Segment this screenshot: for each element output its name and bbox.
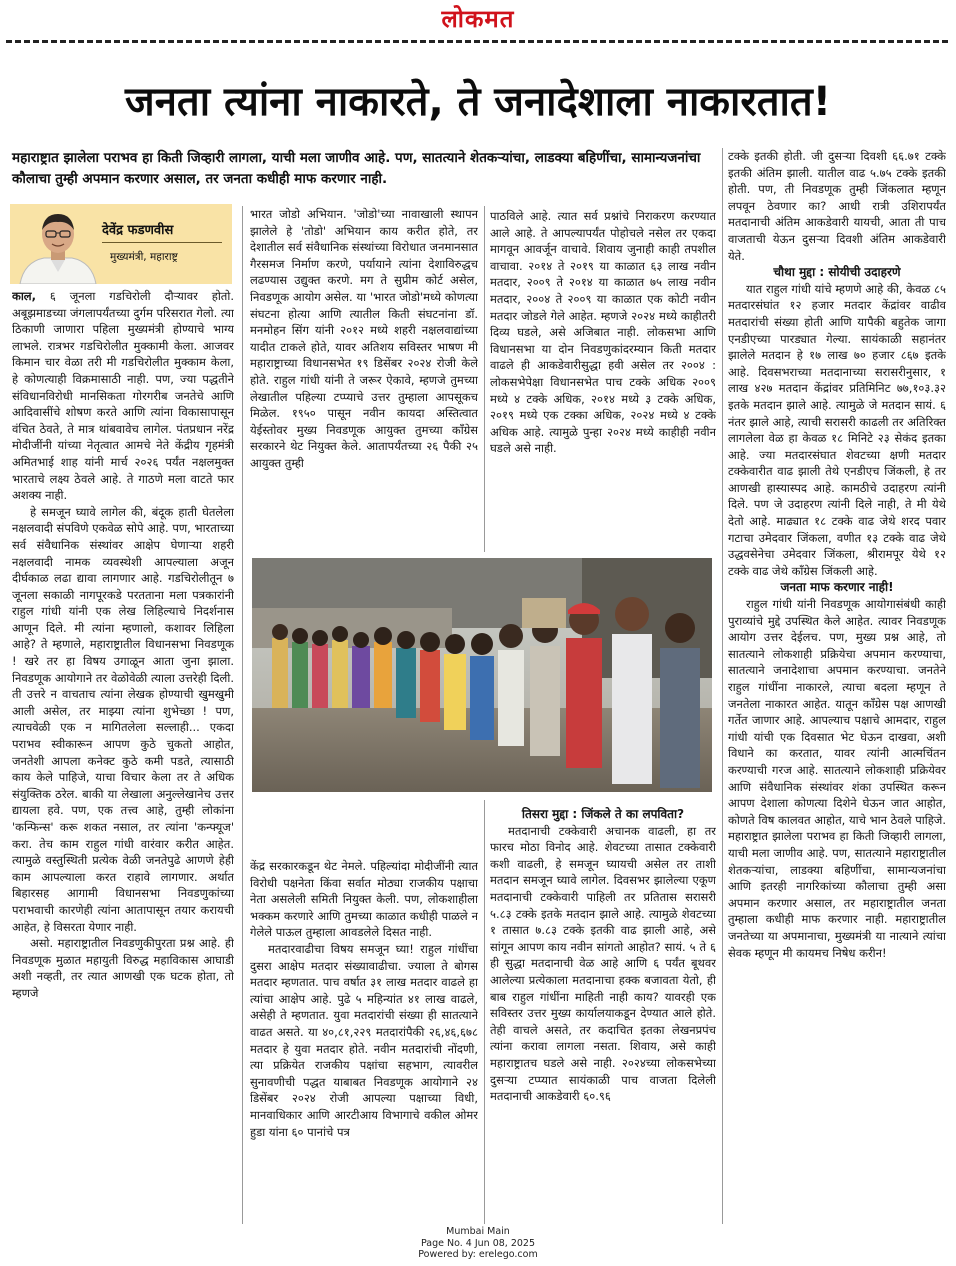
paragraph (12, 288, 234, 504)
section-subhead: जनता माफ करणार नाही! (780, 580, 894, 595)
paragraph: असो. महाराष्ट्रातील निवडणुकीपुरता प्रश्न आहे. ही निवडणूक मुळात महायुती विरुद्ध महाविकास आघाडी अशी नव्हती, तर त्यात आणखी एक घटक होता, तो म्हणजे (12, 936, 234, 1000)
article-headline: जनता त्यांना नाकारते, ते जनादेशाला नाकारतात! (125, 79, 831, 125)
column-divider (484, 800, 485, 1224)
author-photo (18, 206, 98, 284)
paragraph: टक्के इतकी होती. जी दुसऱ्या दिवशी ६६.७१ टक्के इतकी अंतिम झाली. यातील वाढ ५.७५ टक्के इतकी होती. पण, ती निवडणूक तुम्ही जिंकलात म्हणून लपवून ठेवणार का? आधी रात्री उशिरापर्यंत मतदानाची अंतिम आकडेवारी यायची, आता ती पाच वाजताची येऊन दुसऱ्या दिवशी अंतिम आकडेवारी येते. (728, 149, 946, 263)
column-divider (242, 206, 243, 1224)
article-intro: महाराष्ट्रात झालेला पराभव हा किती जिव्हारी लागला, याची मला जाणीव आहे. पण, सातत्याने शेतकऱ्यांचा, लाडक्या बहिणींचा, सामान्यजनांचा कौलाचा तुम्ही अपमान करणार असाल, तर जनता कधीही माफ करणार नाही. (12, 150, 701, 187)
paragraph: हे समजून घ्यावे लागेल की, बंदूक हाती घेतलेला नक्षलवादी संपविणे एकवेळ सोपे आहे. पण, भारताच्या सर्व संवैधानिक संस्थांवर आक्षेप घेणाऱ्या शहरी नक्षलवादी नामक व्यवस्थेशी आपल्याला अजून दीर्घकाळ लढा द्यावा लागणार आहे. गडचिरोलीतून ७ जूनला सकाळी नागपूरकडे परतताना मला पत्रकारांनी राहुल गांधी यांनी एक लेख लिहिल्याचे निदर्शनास आणून दिले. मी त्यांना म्हणालो, कशावर लिहिला आहे? ते म्हणाले, महाराष्ट्रातील विधानसभा निवडणूक ! खरे तर हा विषय उगाळून आता जुना झाला. निवडणूक आयोगाने तर वेळोवेळी त्याला उत्तरेही दिली. ती उत्तरे न वाचताच त्यांना लेखक होण्याची खुमखुमी आली असेल, तर माझ्या त्यांना शुभेच्छा ! पण, त्याचवेळी एक न मागितलेला सल्लाही... एकदा पराभव स्वीकारून आपण कुठे चुकतो आहोत, जनतेशी आपला कनेक्ट कुठे कमी पडते, त्यासाठी काय केले पाहिजे, याचा विचार केला तर ते अधिक संयुक्तिक ठरेल. बाकी या लेखाला अनुल्लेखानेच उत्तर द्यायला हवे. पण, एक तत्त्व आहे, तुम्ही लोकांना 'कन्फिन्स' करू शकत नसाल, तर त्यांना 'कन्फ्यूज' करा. तेच काम राहुल गांधी वारंवार करीत आहेत. त्यामुळे वस्तुस्थिती प्रत्येक वेळी जनतेपुढे आणणे हेही काम आपल्याला करत राहावे लागणार. अर्थात बिहारसह आगामी विधानसभा निवडणुकांच्या पराभवाची कारणेही त्यांना आतापासून तयार करायची आहेत, हे विसरता येणार नाही. (12, 504, 234, 934)
paragraph: पाठविले आहे. त्यात सर्व प्रश्नांचे निराकरण करण्यात आले आहे. ते आपल्यापर्यंत पोहोचले नसेल तर एकदा मागवून आवर्जून वाचावे. शिवाय जुनाही काही तपशील वाचावा. २०१४ ते २०१९ या काळात ६३ लाख नवीन मतदार, २००९ ते २०१४ या काळात ७५ लाख नवीन मतदार, २००४ ते २००९ या काळात एक कोटी नवीन मतदार जोडले गेले आहेत. म्हणजे २०२४ मध्ये काहीतरी दिव्य घडले, असे अजिबात नाही. लोकसभा आणि विधानसभा या दोन निवडणुकांदरम्यान किती मतदार वाढले ही आकडेवारीसुद्धा हवी असेल तर २००४ : लोकसभेपेक्षा विधानसभेत पाच टक्के अधिक २००९ मध्ये ४ टक्के अधिक, २०१४ मध्ये ३ टक्के अधिक, २०१९ मध्ये एक टक्का अधिक, २०२४ मध्ये ४ टक्के अधिक आहे. त्यामुळे पुन्हा २०२४ मध्ये काहीही नवीन घडले असे नाही. (490, 209, 716, 456)
edition-name: Mumbai Main (446, 1226, 510, 1237)
paragraph: केंद्र सरकारकडून थेट नेमले. पहिल्यांदा मोदीजींनी त्यात विरोधी पक्षनेता किंवा सर्वात मोठ्या राजकीय पक्षाचा नेता असलेली समिती नियुक्त केली. पण, लोकशाहीला भक्कम करणारे आणि तुमच्या काळात कधीही पाळले न गेलेले पाऊल तुम्हाला आवडलेले दिसत नाही. (250, 859, 478, 940)
paragraph: मतदानाची टक्केवारी अचानक वाढली, हा तर फारच मोठा विनोद आहे. शेवटच्या तासात टक्केवारी कशी वाढली, हे समजून घ्यायची असेल तर ताशी मतदान समजून घ्यावे लागेल. दिवसभर झालेल्या एकूण मतदानाची टक्केवारी पाहिली तर प्रतितास सरासरी ५.८३ टक्के इतके मतदान झाले आहे. त्यामुळे शेवटच्या १ तासात ७.८३ टक्के इतकी वाढ झाली आहे, असे सांगून आपण काय नवीन सांगतो आहोत? सायं. ५ ते ६ ही सुद्धा मतदानाची वेळ आहे आणि ६ पर्यंत बूथवर आलेल्या प्रत्येकाला मतदानाचा हक्क बजावता येतो, ही बाब राहुल गांधींना माहिती नाही काय? यावरही एक सविस्तर उत्तर मुख्य कार्यालयाकडून देण्यात आले होते. तेही वाचले असते, तर कदाचित इतका लेखनप्रपंच त्यांना करावा लागला नसता. शिवाय, असे काही महाराष्ट्रातच घडले असे नाही. २०२४च्या लोकसभेच्या दुसऱ्या टप्प्यात सायंकाळी पाच वाजता दिलेली मतदानाची आकडेवारी ६०.९६ (490, 823, 716, 1104)
paragraph-text: ६ जूनला गडचिरोली दौऱ्यावर होतो. अबूझमाडच्या जंगलापर्यंतच्या दुर्गम परिसरात गेलो. त्या ठिकाणी जाणारा पहिला मुख्यमंत्री होण्याचे भाग्य लाभले. रात्रभर गडचिरोलीत मुक्कामी केला. आजवर किमान चार वेळा तरी मी गडचिरोलीत मुक्काम केला, हे कोणत्याही विक्रमासाठी नाही. पण, ज्या पद्धतीने संविधानविरोधी मानसिकता गोरगरीब जनतेचे आणि आदिवासींचे शोषण करते आणि त्यांना विकासापासून वंचित ठेवते, ते मात्र थांबवावेच लागेल. पंतप्रधान नरेंद्र मोदीजींनी यांच्या नेतृत्वात आमचे नेते केंद्रीय गृहमंत्री अमितभाई शाह यांनी मार्च २०२६ पर्यंत नक्षलमुक्त भारताचे लक्ष्य ठेवले आहे. ते गाठणे मला वाटते फार अशक्य नाही. (12, 289, 234, 503)
section-subhead: तिसरा मुद्दा : जिंकले ते का लपविता? (521, 807, 685, 821)
paragraph: भारत जोडो अभियान. 'जोडो'च्या नावाखाली स्थापन झालेले हे 'तोडो' अभियान काय करीत होते, तर देशातील सर्व संवैधानिक संस्थांच्या विरोधात जनमानसात गैरसमज निर्माण करणे, पर्यायाने त्यांना देशाविरुद्धच लढण्यास उद्युक्त करणे. मग ते सुप्रीम कोर्ट असेल, निवडणूक आयोग असेल. या 'भारत जोडो'मध्ये कोणत्या संघटना होत्या आणि त्यातील किती संघटनांना डॉ. मनमोहन सिंग यांनी २०१२ मध्ये शहरी नक्षलवाद्यांच्या यादीत टाकले होते, यावर अतिशय सविस्तर भाषण मी महाराष्ट्राच्या विधानसभेत १९ डिसेंबर २०२४ रोजी केले होते. राहुल गांधी यांनी ते जरूर ऐकावे, म्हणजे तुमच्या लेखातील पहिल्या टप्प्याचे उत्तर तुम्हाला आपसूकच मिळेल. १९५० पासून नवीन कायदा अस्तित्वात येईस्तोवर मुख्य निवडणूक आयुक्त तुमच्या काँग्रेस सरकारने थेट नियुक्त केले. आतापर्यंतच्या २६ पैकी २५ आयुक्त तुम्ही (250, 207, 478, 470)
column-3-bottom (490, 806, 716, 1224)
photo-image (252, 558, 712, 792)
author-divider (102, 242, 222, 243)
column-divider (484, 206, 485, 552)
lead-word: काल, (12, 289, 36, 303)
section-subhead: चौथा मुद्दा : सोयीची उदाहरणे (773, 265, 901, 280)
paragraph: मतदारवाढीचा विषय समजून घ्या! राहुल गांधींचा दुसरा आक्षेप मतदार संख्यावाढीचा. ज्याला ते बोगस मतदार म्हणतात. पाच वर्षात ३१ लाख मतदार वाढले हा त्यांचा आक्षेप आहे. पुढे ५ महिन्यांत ४१ लाख वाढले, असेही ते म्हणतात. युवा मतदारांची संख्या ही सातत्याने वाढत असते. या ४०,८१,२२९ मतदारांपैकी २६,४६,६७८ मतदार हे युवा मतदार होते. नवीन मतदारांची नोंदणी, त्या प्रक्रियेत राजकीय पक्षांचा सहभाग, त्यावरील सुनावणीची पद्धत याबाबत निवडणूक आयोगाने २४ डिसेंबर २०२४ रोजी आपल्या पक्षाच्या विधी, मानवाधिकार आणि आरटीआय विभागाचे वकील ओमर हुडा यांना ६० पानांचे पत्र (250, 941, 478, 1139)
newspaper-logo: लोकमत (441, 4, 515, 33)
column-1 (12, 288, 234, 1224)
page-number-date: Page No. 4 Jun 08, 2025 (420, 1237, 536, 1249)
author-name: देवेंद्र फडणवीस (102, 223, 174, 238)
powered-by: Powered by: erelego.com (418, 1249, 538, 1260)
voters-queue-photo (252, 558, 712, 792)
column-2-top (250, 206, 478, 546)
paragraph: यात राहुल गांधी यांचे म्हणणे आहे की, केवळ ८५ मतदारसंघांत १२ हजार मतदार केंद्रांवर वाढीव मतदारांची संख्या होती आणि यापैकी बहुतेक जागा एनडीएच्या पारड्यात गेल्या. सायंकाळी सहानंतर झालेले मतदान हे १७ लाख ७० हजार ८६७ इतके आहे. दिवसभराच्या मतदानाच्या सरासरीनुसार, १ लाख ४२७ मतदान केंद्रांवर प्रतिमिनिट ७७,१०३.३२ इतके मतदान झाले आहे. त्यामुळे जे मतदान सायं. ६ नंतर झाले आहे, त्याची सरासरी काढली तर अतिरिक्त लागलेला वेळ हा केवळ १८ मिनिटे २३ सेकंद इतका आहे. ज्या मतदारसंघात शेवटच्या क्षणी मतदार टक्केवारीत वाढ झाली तेथे एनडीएच जिंकली, हे तर आणखी हास्यास्पद आहे. कामठीचे उदाहरण त्यांनी दिले. पण जे उदाहरण त्यांनी दिले नाही, ते मी येथे देतो आहे. माढ्यात १८ टक्के वाढ जेथे शरद पवार गटाचा उमेदवार जिंकला, वणीत १३ टक्के वाढ जेथे उद्धवसेनेचा उमेदवार जिंकला, श्रीरामपूर येथे १२ टक्के वाढ जेथे काँग्रेस जिंकली आहे. (728, 281, 946, 578)
paragraph: राहुल गांधी यांनी निवडणूक आयोगासंबंधी काही पुराव्यांचे मुद्दे उपस्थित केले आहेत. त्यावर निवडणूक आयोग उत्तर देईलच. पण, मुख्य प्रश्न आहे, तो सातत्याने लोकशाही प्रक्रियेचा अपमान करण्याचा, सातत्याने जनादेशाचा अपमान करण्याचा. जनतेने राहुल गांधींना नाकारले, त्याचा बदला म्हणून ते जनतेला नाकारत आहेत. यातून काँग्रेस पक्ष आणखी गर्तेत जाणार आहे. आपल्याच पक्षाचे आमदार, राहुल गांधी यांची एक दिवसात भेट घेऊन दाखवा, अशी विधाने का करतात, यावर त्यांनी आत्मचिंतन करण्याची गरज आहे. सातत्याने लोकशाही प्रक्रियेवर आणि संवैधानिक संस्थांवर शंका उपस्थित करून आपण देशाला कोणत्या दिशेने घेऊन जात आहोत, कोणते विष कालवत आहोत, याचे भान ठेवले पाहिजे. महाराष्ट्रात झालेला पराभव हा किती जिव्हारी लागला, याची मला जाणीव आहे. पण, सातत्याने महाराष्ट्रातील शेतकऱ्यांचा, लाडक्या बहिणींचा, सामान्यजनांचा आणि इतरही नागरिकांच्या कौलाचा तुम्ही असा अपमान करणार असाल, तर महाराष्ट्रातील जनता तुम्हाला कधीही माफ करणार नाही. महाराष्ट्रातील जनतेच्या या अपमानाचा, मुख्यमंत्री या नात्याने त्यांचा सेवक म्हणून मी कायमच निषेध करीन! (728, 597, 946, 960)
column-3-top (490, 208, 716, 550)
author-role: मुख्यमंत्री, महाराष्ट्र (110, 251, 178, 263)
column-4 (728, 148, 946, 1224)
masthead (0, 4, 956, 36)
column-2-bottom (250, 858, 478, 1224)
author-byline-box (10, 204, 232, 284)
top-divider (6, 40, 950, 43)
page-footer (0, 1226, 956, 1261)
column-divider (722, 148, 723, 1224)
